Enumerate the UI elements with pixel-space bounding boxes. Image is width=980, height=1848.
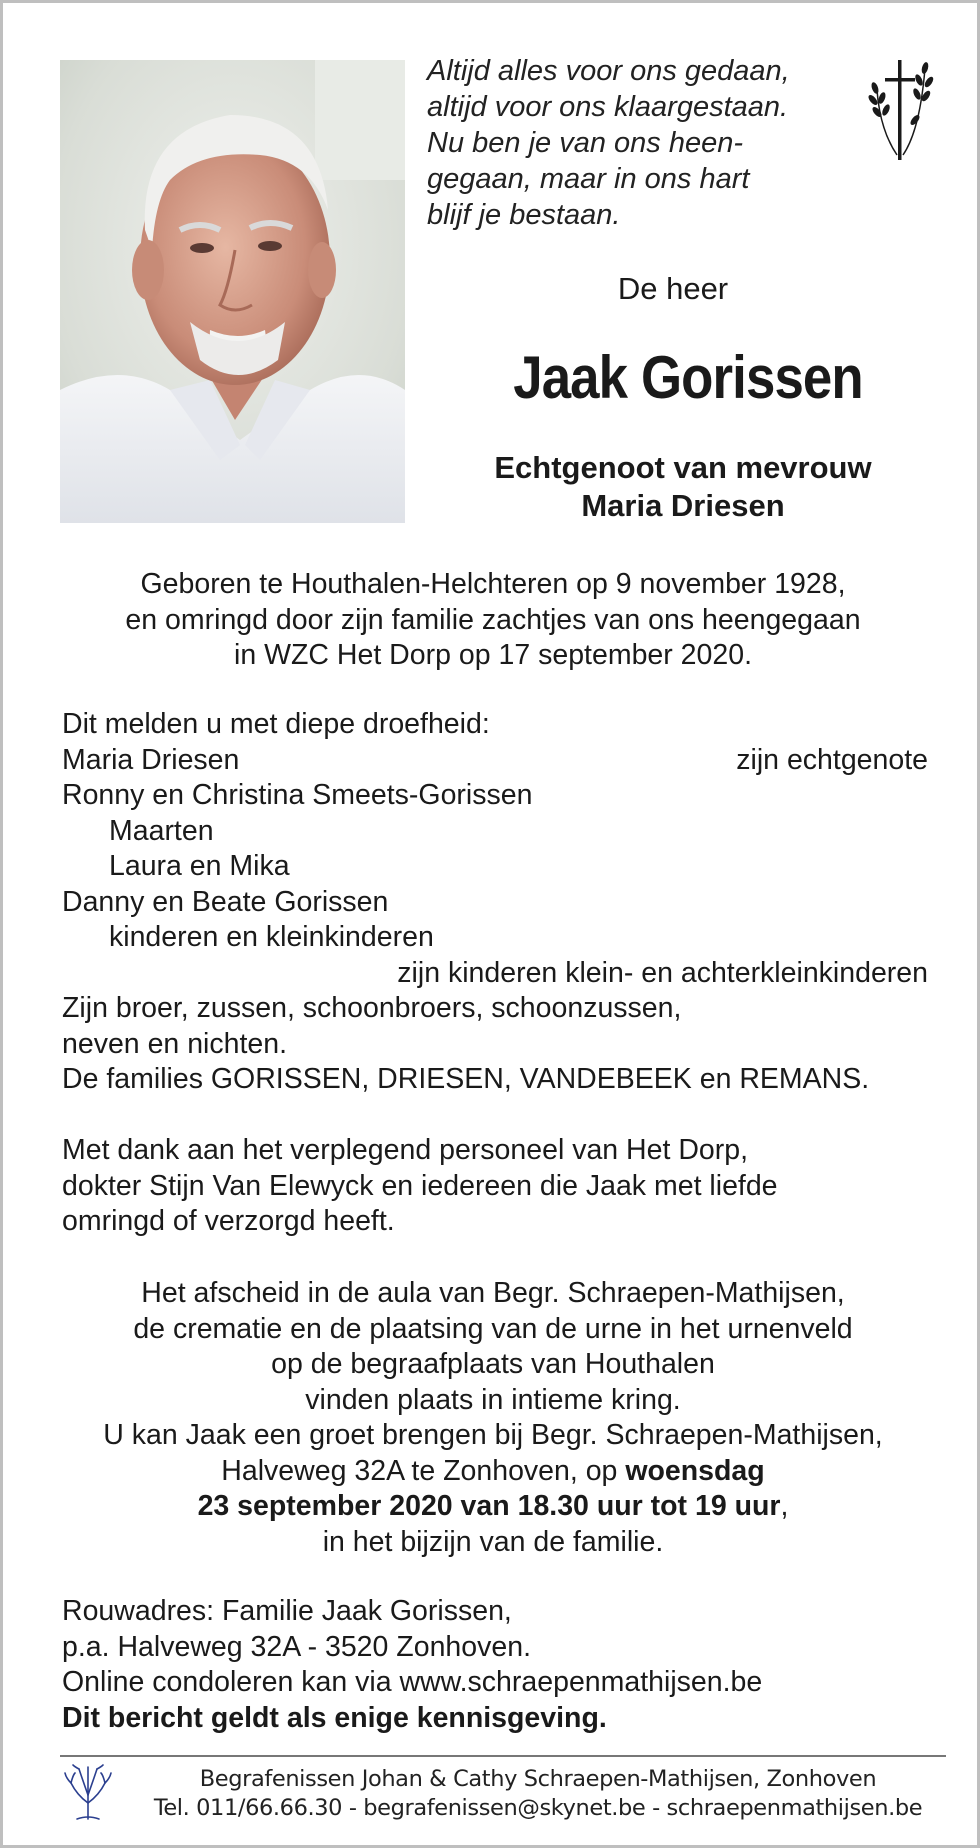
mourners-list	[62, 707, 928, 1098]
farewell-line: Het afscheid in de aula van Begr. Schraepen-Mathijsen,	[141, 1277, 845, 1309]
poem-line: altijd voor ons klaargestaan.	[427, 91, 789, 123]
mourner-row: Laura en Mika	[109, 850, 290, 882]
mourner-role: zijn kinderen klein- en achterkleinkinderen	[397, 956, 928, 989]
spouse-line: Echtgenoot van mevrouw	[494, 450, 872, 485]
mourner-row	[62, 743, 928, 779]
footer-line: Tel. 011/66.66.30 - begrafenissen@skynet.be - schraepenmathijsen.be	[153, 1795, 923, 1821]
tree-logo-icon	[63, 1763, 113, 1821]
mourner-role: zijn echtgenote	[736, 743, 928, 776]
footer-line: Begrafenissen Johan & Cathy Schraepen-Mathijsen, Zonhoven	[199, 1766, 877, 1792]
farewell-line: de crematie en de plaatsing van de urne in het urnenveld	[133, 1312, 853, 1345]
thanks-line: omringd of verzorgd heeft.	[62, 1205, 395, 1237]
funeral-home-footer	[123, 1765, 953, 1823]
farewell-comma: ,	[780, 1490, 789, 1522]
spouse-info	[423, 449, 943, 525]
salutation: De heer	[617, 271, 729, 306]
address-line: Online condoleren kan via www.schraepenmathijsen.be	[62, 1666, 763, 1698]
farewell-line: in het bijzijn van de familie.	[322, 1525, 664, 1558]
poem	[427, 53, 790, 233]
poem-line: Altijd alles voor ons gedaan,	[427, 55, 790, 87]
born-line: en omringd door zijn familie zachtjes van ons heengegaan	[125, 603, 861, 636]
poem-line: gegaan, maar in ons hart	[427, 163, 750, 195]
mourning-address	[62, 1594, 762, 1736]
farewell-text: Halveweg 32A te Zonhoven, op	[221, 1454, 626, 1487]
farewell-line: vinden plaats in intieme kring.	[305, 1383, 681, 1416]
mourner-name: Maria Driesen	[62, 743, 240, 776]
farewell-day: woensdag	[625, 1454, 765, 1487]
born-line: in WZC Het Dorp op 17 september 2020.	[234, 639, 752, 671]
thanks-text	[62, 1133, 778, 1240]
mourners-intro: Dit melden u met diepe droefheid:	[62, 708, 490, 740]
farewell-line	[60, 1489, 926, 1525]
notice-line: Dit bericht geldt als enige kennisgeving.	[62, 1701, 607, 1734]
farewell-datetime: 23 september 2020 van 18.30 uur tot 19 uur	[197, 1490, 781, 1522]
mourner-row	[62, 956, 928, 992]
mourner-row: De families GORISSEN, DRIESEN, VANDEBEEK en REMANS.	[62, 1063, 870, 1095]
cross-with-wheat-icon	[865, 60, 935, 162]
spouse-line: Maria Driesen	[581, 488, 785, 523]
born-line: Geboren te Houthalen-Helchteren op 9 november 1928,	[140, 568, 846, 600]
address-line: p.a. Halveweg 32A - 3520 Zonhoven.	[62, 1630, 531, 1663]
thanks-line: Met dank aan het verplegend personeel van Het Dorp,	[62, 1134, 749, 1166]
portrait-image	[60, 60, 405, 523]
mourner-row: Ronny en Christina Smeets-Gorissen	[62, 779, 533, 811]
thanks-line: dokter Stijn Van Elewyck en iedereen die Jaak met liefde	[62, 1169, 778, 1202]
birth-death-info	[60, 567, 926, 674]
mourner-row: kinderen en kleinkinderen	[109, 921, 434, 953]
farewell-info	[60, 1276, 926, 1560]
deceased-name: Jaak Gorissen	[513, 344, 863, 411]
mourner-row: Danny en Beate Gorissen	[62, 885, 389, 918]
farewell-line: op de begraafplaats van Houthalen	[271, 1348, 715, 1380]
farewell-line	[60, 1454, 926, 1490]
poem-line: Nu ben je van ons heen-	[427, 127, 743, 159]
mourner-row: neven en nichten.	[62, 1027, 288, 1060]
mourner-row: Zijn broer, zussen, schoonbroers, schoonzussen,	[62, 992, 682, 1024]
address-line: Rouwadres: Familie Jaak Gorissen,	[62, 1595, 512, 1627]
poem-line: blijf je bestaan.	[427, 199, 621, 231]
footer-divider	[60, 1755, 946, 1757]
portrait-photo	[60, 60, 405, 523]
farewell-line: U kan Jaak een groet brengen bij Begr. Schraepen-Mathijsen,	[103, 1419, 883, 1451]
mourner-row: Maarten	[109, 814, 214, 847]
